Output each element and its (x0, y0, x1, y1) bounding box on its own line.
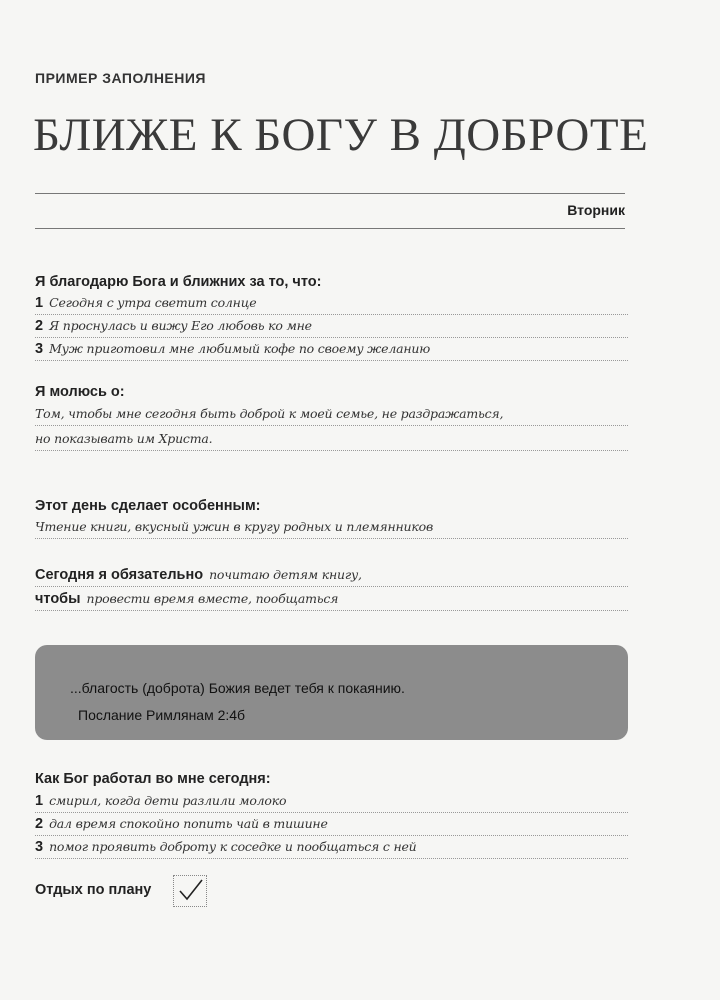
special-heading: Этот день сделает особенным: (35, 498, 261, 514)
handwritten-entry: Я проснулась и вижу Его любовь ко мне (49, 318, 312, 333)
item-number: 3 (35, 839, 44, 855)
prayer-line (35, 430, 628, 451)
checkmark-icon (174, 876, 206, 906)
item-number: 3 (35, 341, 44, 357)
prayer-line (35, 405, 628, 426)
handwritten-entry: Чтение книги, вкусный ужин в кругу родных и племянников (35, 519, 434, 534)
item-number: 1 (35, 295, 44, 311)
handwritten-entry: почитаю детям книгу, (209, 567, 362, 582)
handwritten-entry: смирил, когда дети разлили молоко (49, 793, 287, 808)
god-worked-item (35, 838, 628, 859)
day-label: Вторник (567, 202, 625, 218)
god-worked-item (35, 815, 628, 836)
handwritten-entry: Том, чтобы мне сегодня быть доброй к моей семье, не раздражаться, (35, 406, 504, 421)
item-number: 1 (35, 793, 44, 809)
handwritten-entry: дал время спокойно попить чай в тишине (49, 816, 328, 831)
special-line (35, 518, 628, 539)
divider (35, 193, 625, 194)
kicker-label: ПРИМЕР ЗАПОЛНЕНИЯ (35, 70, 206, 86)
handwritten-entry: помог проявить доброту к соседке и пообщаться с ней (49, 839, 417, 854)
verse-quote: ...благость (доброта) Божия ведет тебя к покаянию. (70, 680, 405, 696)
gratitude-item (35, 340, 628, 361)
god-worked-heading: Как Бог работал во мне сегодня: (35, 771, 271, 787)
today-label: Сегодня я обязательно (35, 567, 204, 583)
handwritten-entry: Муж приготовил мне любимый кофе по своему желанию (49, 341, 431, 356)
god-worked-item (35, 792, 628, 813)
item-number: 2 (35, 318, 44, 334)
handwritten-entry: Сегодня с утра светит солнце (49, 295, 257, 310)
gratitude-item (35, 317, 628, 338)
gratitude-heading: Я благодарю Бога и ближних за то, что: (35, 274, 322, 290)
item-number: 2 (35, 816, 44, 832)
rest-checkbox[interactable] (173, 875, 207, 907)
today-line (35, 566, 628, 587)
gratitude-item (35, 294, 628, 315)
rest-label: Отдых по плану (35, 882, 152, 898)
today-label: чтобы (35, 591, 81, 607)
prayer-heading: Я молюсь о: (35, 384, 125, 400)
verse-reference: Послание Римлянам 2:4б (78, 707, 246, 723)
page-title: БЛИЖЕ К БОГУ В ДОБРОТЕ (33, 109, 649, 161)
today-line (35, 590, 628, 611)
handwritten-entry: но показывать им Христа. (35, 431, 213, 446)
divider (35, 228, 625, 229)
handwritten-entry: провести время вместе, пообщаться (86, 591, 339, 606)
